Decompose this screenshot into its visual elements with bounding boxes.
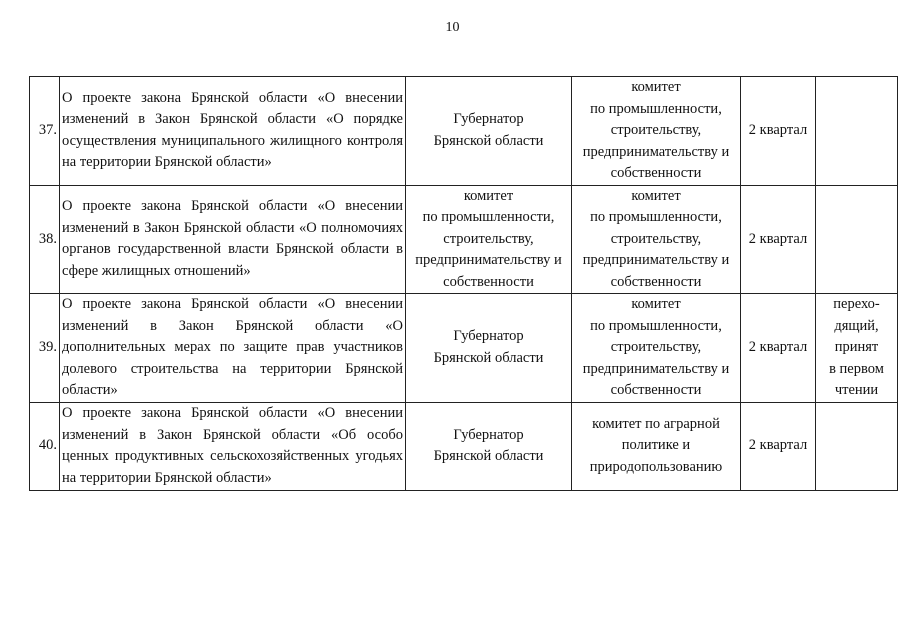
initiator: Губернатор Брянской области (406, 294, 572, 403)
bill-title: О проекте закона Брянской области «О внесении изменений в Закон Брянской области «О дополнительных мерах по защите прав участников долевого строительства на территории Брянской области» (60, 294, 406, 403)
responsible-committee: комитет по промышленности, строительству, предпринимательству и собственности (572, 77, 741, 186)
bill-title: О проекте закона Брянской области «О внесении изменений в Закон Брянской области «Об особо ценных продуктивных сельскохозяйственных угодьях на территории Брянской области» (60, 402, 406, 490)
period: 2 квартал (741, 402, 816, 490)
initiator: Губернатор Брянской области (406, 402, 572, 490)
responsible-committee: комитет по промышленности, строительству, предпринимательству и собственности (572, 185, 741, 294)
responsible-committee: комитет по промышленности, строительству, предпринимательству и собственности (572, 294, 741, 403)
page-number: 10 (445, 20, 460, 35)
table-row (30, 294, 898, 403)
period: 2 квартал (741, 294, 816, 403)
initiator: комитет по промышленности, строительству, предпринимательству и собственности (406, 185, 572, 294)
responsible-committee: комитет по аграрной политике и природопользованию (572, 402, 741, 490)
row-number: 40. (30, 402, 60, 490)
row-number: 39. (30, 294, 60, 403)
note (816, 402, 898, 490)
table-row (30, 77, 898, 186)
row-number: 37. (30, 77, 60, 186)
bill-title: О проекте закона Брянской области «О внесении изменений в Закон Брянской области «О порядке осуществления муниципального жилищного контроля на территории Брянской области» (60, 77, 406, 186)
legislative-plan-table (29, 76, 898, 491)
table-row (30, 185, 898, 294)
row-number: 38. (30, 185, 60, 294)
bill-title: О проекте закона Брянской области «О внесении изменений в Закон Брянской области «О полномочиях органов государственной власти Брянской области в сфере жилищных отношений» (60, 185, 406, 294)
period: 2 квартал (741, 77, 816, 186)
period: 2 квартал (741, 185, 816, 294)
note (816, 185, 898, 294)
note (816, 77, 898, 186)
table-row (30, 402, 898, 490)
note: перехо- дящий, принят в первом чтении (816, 294, 898, 403)
initiator: Губернатор Брянской области (406, 77, 572, 186)
